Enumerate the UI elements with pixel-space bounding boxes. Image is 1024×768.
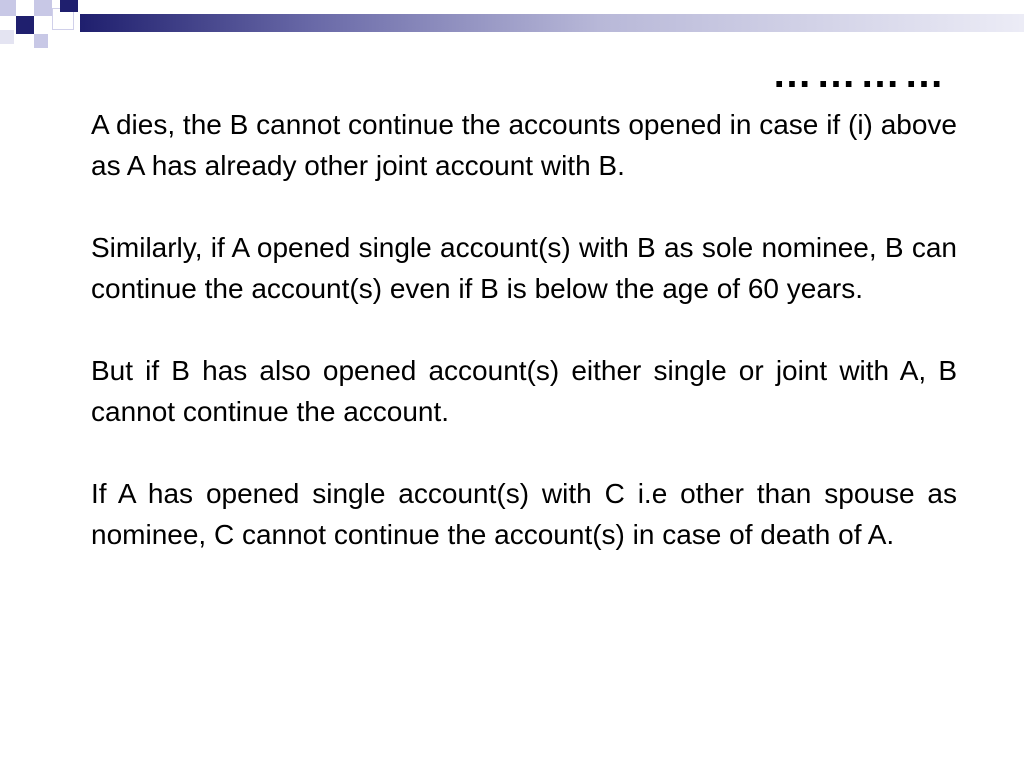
corner-square-1: [0, 0, 16, 16]
paragraph-2: Similarly, if A opened single account(s) with B as sole nominee, B can continue the account(s) even if B is below the age of 60 years.: [91, 232, 957, 304]
paragraph-4: If A has opened single account(s) with C i.e other than spouse as nominee, C cannot continue the account(s) in case of death of A.: [91, 478, 957, 550]
slide-body: [91, 104, 957, 596]
corner-square-2: [16, 16, 34, 34]
corner-square-3: [34, 0, 52, 16]
header-decoration: [0, 0, 1024, 48]
corner-square-4: [34, 34, 48, 48]
corner-square-7: [0, 30, 14, 44]
corner-square-6: [60, 0, 78, 12]
paragraph-3: But if B has also opened account(s) either single or joint with A, B cannot continue the account.: [91, 355, 957, 427]
slide-title: …………: [772, 52, 948, 96]
header-gradient-bar: [80, 14, 1024, 32]
paragraph-1: A dies, the B cannot continue the accounts opened in case if (i) above as A has already other joint account with B.: [91, 109, 957, 181]
